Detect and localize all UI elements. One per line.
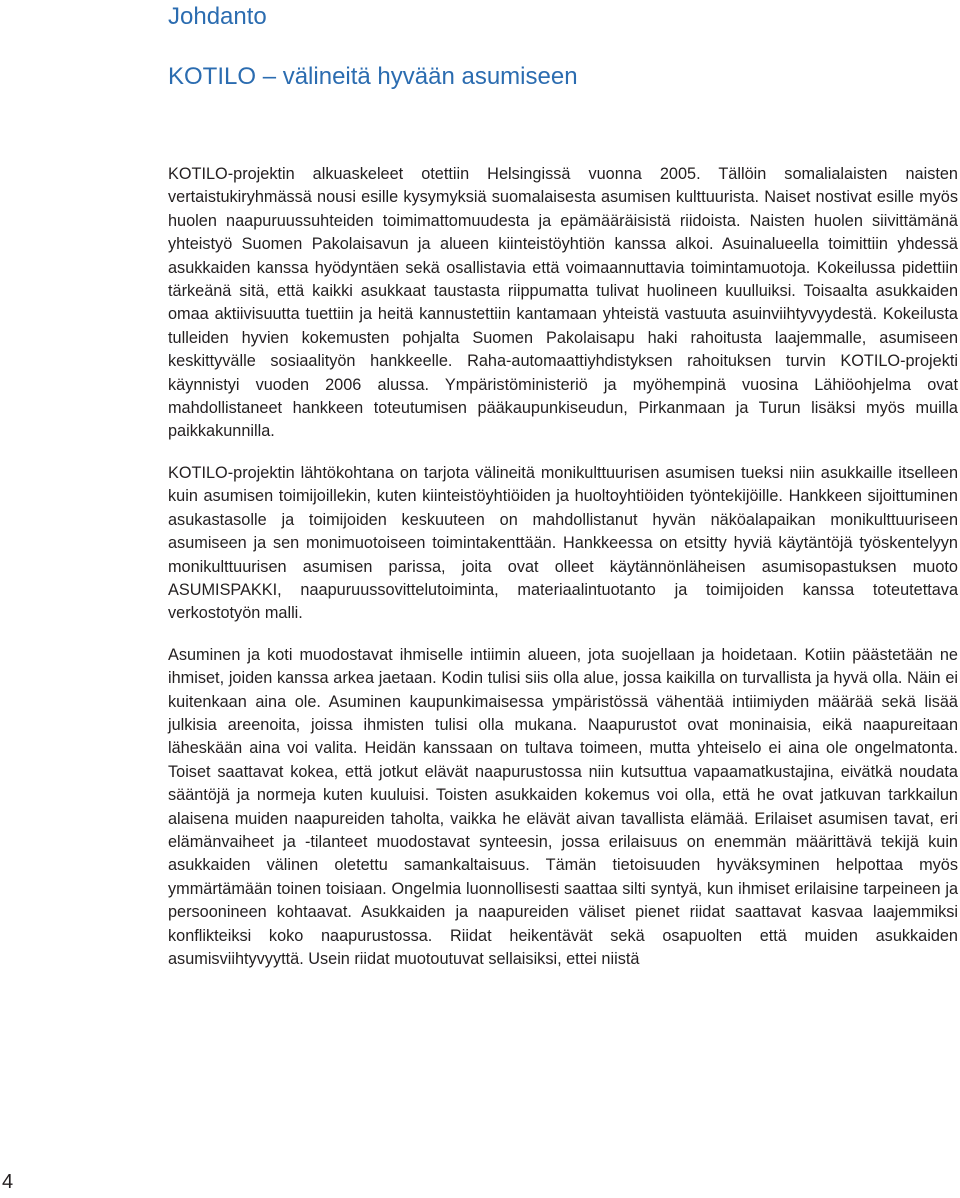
body-text	[168, 163, 958, 989]
paragraph-2: KOTILO-projektin lähtökohtana on tarjota välineitä monikulttuurisen asumisen tueksi niin asukkaille itselleen kuin asumisen toimijoillekin, kuten kiinteistöyhtiöiden ja huoltoyhtiöiden työntekijöille. Hankkeen sijoittuminen asukastasolle ja toimijoiden keskuuteen on mahdollistanut hyvän näköalapaikan monikulttuuriseen asumiseen ja sen monimuotoiseen toimintakenttään. Hankkeessa on etsitty hyviä käytäntöjä työskentelyyn monikulttuurisen asumisen parissa, joita ovat olleet käytännönläheisen asumisopastuksen muoto ASUMISPAKKI, naapuruussovittelutoiminta, materiaalintuotanto ja toimijoiden kanssa toteutettava verkostotyön malli.	[168, 463, 958, 623]
page-number: 4	[2, 1171, 14, 1193]
paragraph-1: KOTILO-projektin alkuaskeleet otettiin Helsingissä vuonna 2005. Tällöin somalialaisten naisten vertaistukiryhmässä nousi esille kysymyksiä suomalaisesta asumisen kulttuurista. Naiset nostivat esille myös huolen naapuruussuhteiden toimimattomuudesta ja epämääräisistä riidoista. Naisten huolen siivittämänä yhteistyö Suomen Pakolaisavun ja alueen kiinteistöyhtiön kanssa alkoi. Asuinalueella toimittiin yhdessä asukkaiden kanssa hyödyntäen sekä osallistavia että voimaannuttavia toimintamuotoja. Kokeilussa pidettiin tärkeänä sitä, että kaikki asukkaat taustasta riippumatta tulivat huolineen kuulluiksi. Toisaalta asukkaiden omaa aktiivisuutta tuettiin ja heitä kannustettiin kantamaan yhteistä vastuuta asuinviihtyvyydestä. Kokeilusta tulleiden hyvien kokemusten pohjalta Suomen Pakolaisapu haki rahoitusta laajemmalle, asumiseen keskittyvälle sosiaalityön hankkeelle. Raha-automaattiyhdistyksen rahoituksen turvin KOTILO-projekti käynnistyi vuoden 2006 alussa. Ympäristöministeriö ja myöhempinä vuosina Lähiöohjelma ovat mahdollistaneet hankkeen toteutumisen pääkaupunkiseudun, Pirkanmaan ja Turun lisäksi myös muilla paikkakunnilla.	[168, 165, 958, 441]
chapter-title: Johdanto	[168, 3, 267, 30]
paragraph-3: Asuminen ja koti muodostavat ihmiselle intiimin alueen, jota suojellaan ja hoidetaan. Kotiin päästetään ne ihmiset, joiden kanssa arkea jaetaan. Kodin tulisi siis olla alue, jossa kaikilla on turvallista ja hyvä olla. Näin ei kuitenkaan aina ole. Asuminen kaupunkimaisessa ympäristössä vähentää intiimiyden määrää sekä lisää julkisia areenoita, joissa ihmisten tulisi olla mukana. Naapurustot ovat moninaisia, eikä naapureitaan läheskään aina voi valita. Heidän kanssaan on tultava toimeen, mutta yhteiselo ei aina ole ongelmatonta. Toiset saattavat kokea, että jotkut elävät naapurustossa niin kutsuttua vapaamatkustajina, eivätkä noudata sääntöjä ja normeja kuten kuuluisi. Toisten asukkaiden kokemus voi olla, että he ovat jatkuvan tarkkailun alaisena muiden naapureiden taholta, vaikka he elävät aivan tavallista elämää. Erilaiset asumisen tavat, eri elämänvaiheet ja -tilanteet muodostavat synteesin, jossa erilaisuus on enemmän määrittävä tekijä kuin asukkaiden välinen oletettu samankaltaisuus. Tämän tietoisuuden hyväksyminen helpottaa myös ymmärtämään toinen toisiaan. Ongelmia luonnollisesti saattaa silti syntyä, kun ihmiset erilaisine tarpeineen ja persoonineen kohtaavat. Asukkaiden ja naapureiden väliset pienet riidat saattavat kasvaa laajemmiksi konflikteiksi koko naapurustossa. Riidat heikentävät sekä osapuolten että muiden asukkaiden asumisviihtyvyyttä. Usein riidat muotoutuvat sellaisiksi, ettei niistä	[168, 645, 958, 968]
section-title: KOTILO – välineitä hyvään asumiseen	[168, 63, 578, 90]
